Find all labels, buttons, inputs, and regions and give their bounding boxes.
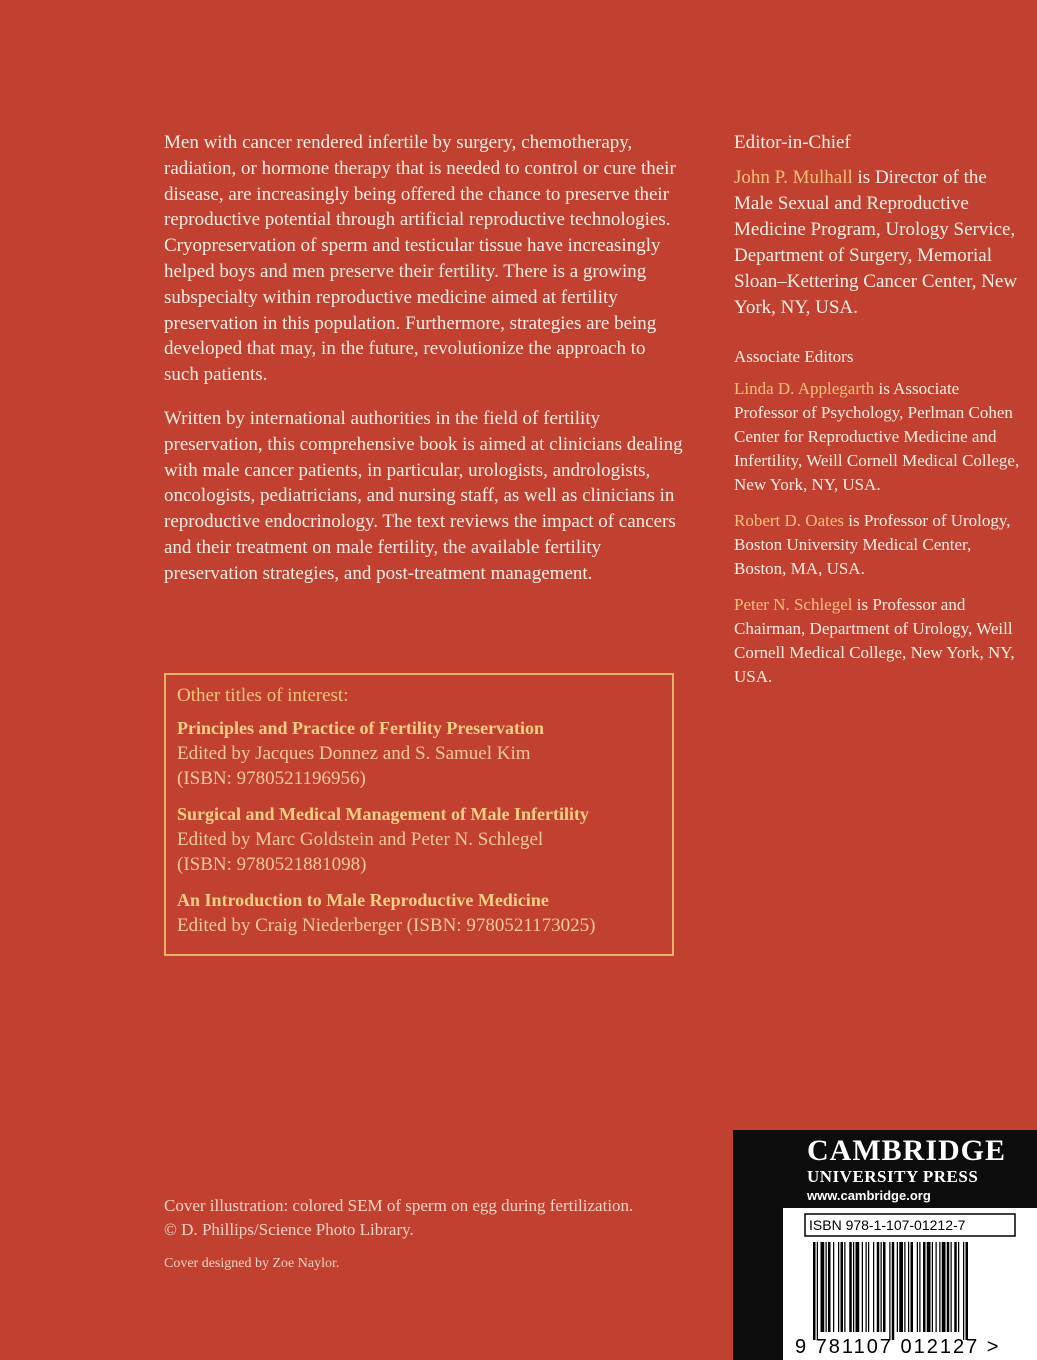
barcode-bar — [868, 1242, 869, 1332]
barcode-bar — [813, 1242, 816, 1340]
blurb-paragraph-1: Men with cancer rendered infertile by surgery, chemotherapy, radiation, or hormone therapy that is needed to control or cure their disease, are increasingly being offered the chance to preserve their reproductive potential through artificial reproductive technologies. Cryopreservation of sperm and testicular tissue have increasingly helped boys and men preserve their fertility. There is a growing subspecialty within reproductive medicine aimed at fertility preservation in this population. Furthermore, strategies are being developed that may, in the future, revolutionize the approach to such patients. — [164, 132, 676, 386]
barcode-bar — [817, 1242, 818, 1340]
other-title-editors: Edited by Marc Goldstein and Peter N. Schlegel — [177, 829, 544, 850]
barcode-bar — [866, 1242, 867, 1332]
barcode-bar — [966, 1242, 969, 1340]
editor-bio-text: is Professor and Chairman, Department of Urology, Weill Cornell Medical College, New York, NY, USA. — [734, 595, 1015, 686]
publisher-logo-name: CAMBRIDGE — [807, 1134, 1007, 1167]
other-title-item — [177, 888, 662, 938]
barcode-panel — [783, 1208, 1037, 1360]
barcode-bar — [856, 1242, 860, 1332]
barcode-bar — [904, 1242, 905, 1332]
barcode-bar — [883, 1242, 886, 1332]
other-title-isbn: (ISBN: 9780521196956) — [177, 768, 366, 789]
cover-illustration-credit: Cover illustration: colored SEM of sperm on egg during fertilization. © D. Phillips/Science Photo Library. — [164, 1196, 634, 1239]
publisher-url: www.cambridge.org — [807, 1188, 931, 1203]
barcode-bar — [833, 1242, 834, 1332]
editor-bio-text: is Associate Professor of Psychology, Perlman Cohen Center for Reproductive Medicine and Infertility, Weill Cornell Medical College, New York, NY, USA. — [734, 379, 1020, 494]
other-titles-heading: Other titles of interest: — [177, 685, 349, 706]
barcode-bar — [923, 1242, 926, 1332]
isbn-label: ISBN 978-1-107-01212-7 — [809, 1217, 966, 1233]
barcode-bar — [963, 1242, 964, 1340]
editor-in-chief-heading: Editor-in-Chief — [734, 132, 851, 153]
barcode-bar — [899, 1242, 903, 1332]
editor-name: Linda D. Applegarth — [734, 379, 875, 398]
cover-designer-credit: Cover designed by Zoe Naylor. — [164, 1256, 340, 1271]
back-cover-blurb — [164, 130, 684, 605]
barcode-bar — [853, 1242, 854, 1332]
barcode-bar — [919, 1242, 920, 1332]
barcode-bar — [947, 1242, 950, 1332]
editor-name: Robert D. Oates — [734, 511, 845, 530]
barcode-bar — [932, 1242, 933, 1332]
other-title-name: Surgical and Medical Management of Male Infertility — [177, 804, 589, 824]
barcode-digits: 9 781107 012127 > — [795, 1336, 1001, 1358]
editor-name: John P. Mulhall — [734, 167, 853, 188]
associate-editors-heading: Associate Editors — [734, 347, 854, 366]
other-title-name: An Introduction to Male Reproductive Medicine — [177, 890, 549, 910]
editor-bio-text: is Director of the Male Sexual and Reproductive Medicine Program, Urology Service, Department of Surgery, Memorial Sloan–Kettering Cancer Center, New York, NY, USA. — [734, 167, 1018, 318]
editors-column — [734, 130, 1024, 701]
barcode-bar — [951, 1242, 952, 1332]
barcode-bar — [849, 1242, 852, 1332]
barcode-bar — [897, 1242, 898, 1332]
barcode-bar — [936, 1242, 937, 1332]
barcode-bar — [881, 1242, 882, 1332]
other-title-editors: Edited by Craig Niederberger (ISBN: 9780521173025) — [177, 915, 596, 936]
barcode-bar — [917, 1242, 918, 1332]
barcode-bar — [821, 1242, 825, 1332]
barcode-bar — [927, 1242, 931, 1332]
editor-name: Peter N. Schlegel — [734, 595, 853, 614]
barcode-bar — [939, 1242, 940, 1332]
editor-bio-text: is Professor of Urology, Boston University Medical Center, Boston, MA, USA. — [734, 511, 1011, 578]
barcode-bar — [862, 1242, 863, 1332]
barcode-bar — [838, 1242, 839, 1332]
barcode-bar — [889, 1242, 890, 1340]
barcode-bar — [826, 1242, 827, 1332]
barcode-bar — [942, 1242, 946, 1332]
associate-editor-bio — [734, 377, 1024, 497]
barcode-bar — [908, 1242, 909, 1332]
barcode-bar — [954, 1242, 957, 1332]
associate-editor-bio — [734, 509, 1024, 581]
barcode-bar — [892, 1242, 895, 1340]
other-title-name: Principles and Practice of Fertility Preservation — [177, 718, 545, 738]
barcode-bar — [873, 1242, 874, 1332]
other-title-item — [177, 802, 662, 877]
publisher-logo-sub: UNIVERSITY PRESS — [807, 1167, 979, 1186]
associate-editor-bio — [734, 593, 1024, 689]
other-title-item — [177, 716, 662, 791]
editor-in-chief-bio — [734, 165, 1024, 321]
barcode-bar — [877, 1242, 880, 1332]
barcode-bar — [911, 1242, 914, 1332]
barcode-bar — [828, 1242, 831, 1332]
blurb-paragraph-2: Written by international authorities in the field of fertility preservation, this comprehensive book is aimed at clinicians dealing with male cancer patients, in particular, urologists, andrologists, oncologists, pediatricians, and nursing staff, as well as clinicians in reproductive endocrinology. The text reviews the impact of cancers and their treatment on male fertility, the available fertility preservation strategies, and post-treatment management. — [164, 407, 683, 584]
other-title-isbn: (ISBN: 9780521881098) — [177, 854, 367, 875]
publisher-block — [733, 1130, 1037, 1360]
barcode-bar — [844, 1242, 845, 1332]
other-titles-box — [164, 673, 674, 956]
other-title-editors: Edited by Jacques Donnez and S. Samuel Kim — [177, 743, 531, 764]
barcode-bar — [958, 1242, 959, 1332]
barcode-bar — [841, 1242, 844, 1332]
